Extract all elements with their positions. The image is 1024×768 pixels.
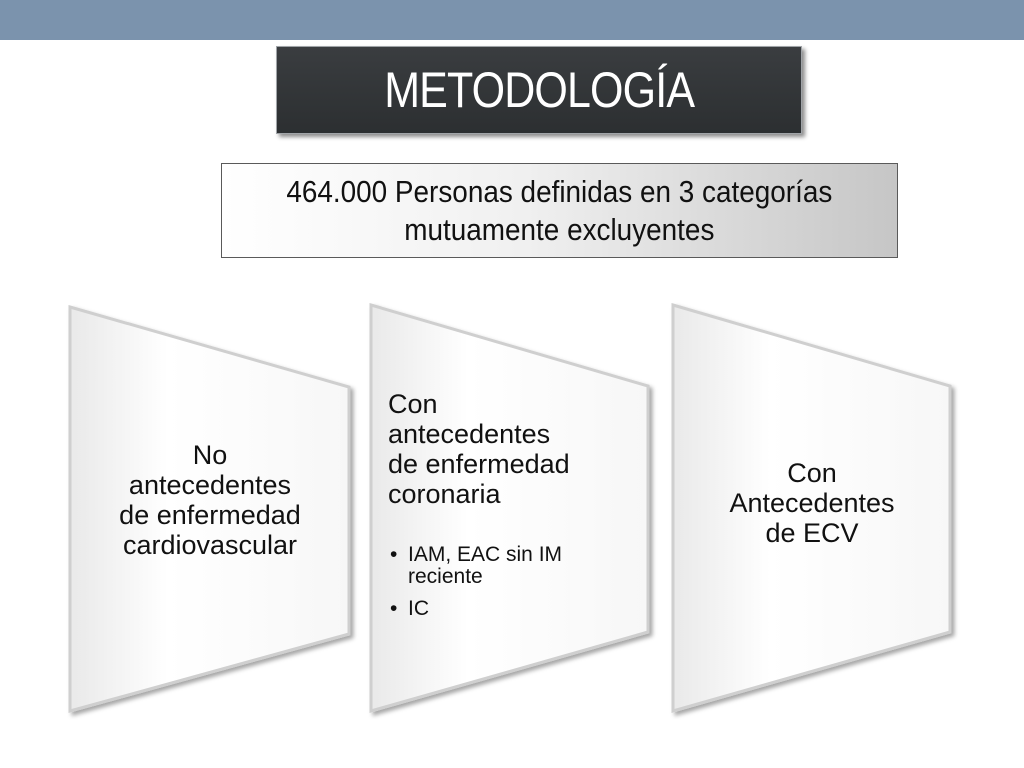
panel-2-bullets — [390, 544, 620, 630]
panel-3-line: de ECV — [765, 518, 859, 548]
panel-1-line: cardiovascular — [122, 530, 298, 560]
panel-1-line: de enfermedad — [119, 500, 301, 530]
subtitle-line-2: mutuamente excluyentes — [404, 211, 715, 247]
panel-2-line: Con — [388, 389, 438, 419]
bullet-item: • IC — [390, 598, 620, 620]
panel-2-label — [388, 389, 638, 509]
panel-2-line: antecedentes — [388, 419, 551, 449]
subtitle-line-1: 464.000 Personas definidas en 3 categorías — [286, 173, 833, 209]
panel-3-label — [687, 458, 937, 548]
panel-1-line: No — [192, 440, 228, 470]
panel-2-line: de enfermedad — [388, 449, 570, 479]
panel-1-label — [85, 440, 335, 560]
bullet-item: • IAM, EAC sin IM reciente — [390, 544, 620, 588]
panel-3-line: Antecedentes — [729, 488, 895, 518]
panel-3-line: Con — [787, 458, 837, 488]
panel-1-line: antecedentes — [128, 470, 292, 500]
panel-2-line: coronaria — [388, 479, 501, 509]
slide-title: METODOLOGÍA — [384, 62, 694, 118]
